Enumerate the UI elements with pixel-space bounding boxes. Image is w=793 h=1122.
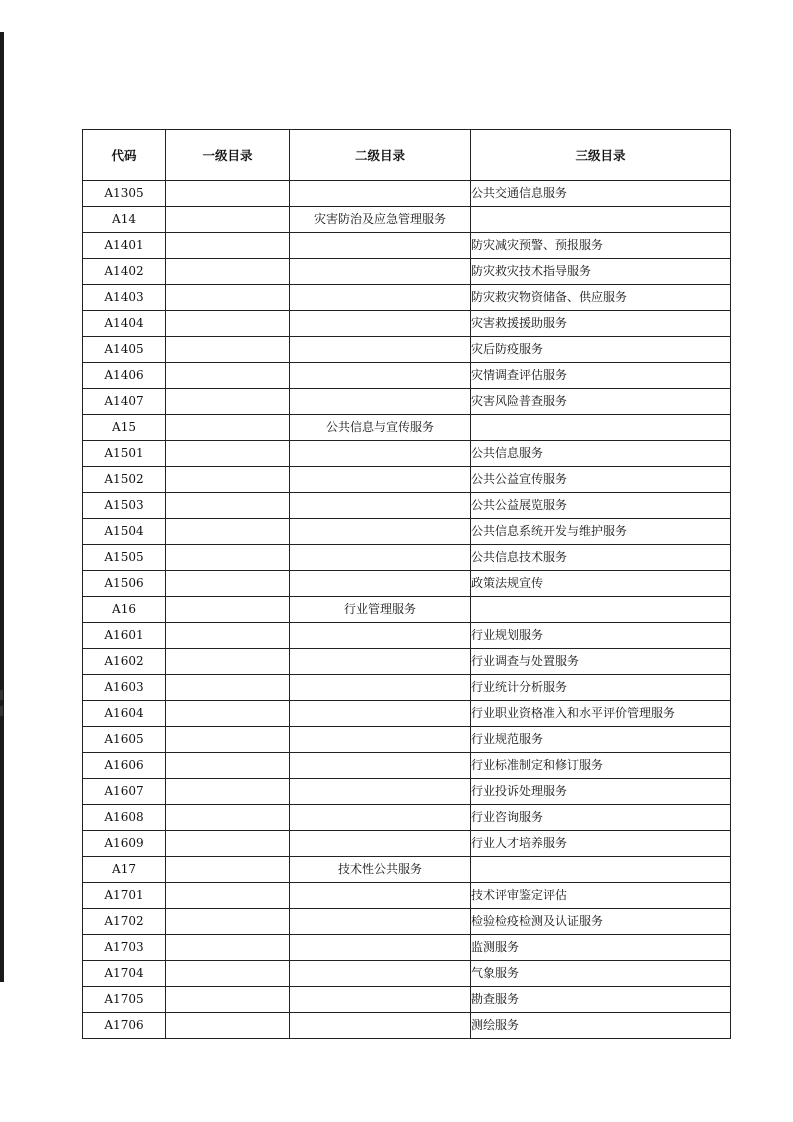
cell-code: A1506 [83, 571, 166, 597]
cell-code: A1603 [83, 675, 166, 701]
cell-level1 [166, 441, 290, 467]
cell-level1 [166, 883, 290, 909]
service-catalog-table [82, 129, 731, 1039]
cell-level1 [166, 909, 290, 935]
cell-code: A1503 [83, 493, 166, 519]
header-level2: 二级目录 [290, 130, 471, 181]
cell-code: A1404 [83, 311, 166, 337]
cell-level2: 灾害防治及应急管理服务 [290, 207, 471, 233]
table-row [83, 727, 731, 753]
cell-level3: 公共信息技术服务 [471, 545, 731, 571]
cell-level3: 检验检疫检测及认证服务 [471, 909, 731, 935]
cell-code: A1602 [83, 649, 166, 675]
cell-level3: 公共公益宣传服务 [471, 467, 731, 493]
header-code: 代码 [83, 130, 166, 181]
cell-level3: 灾后防疫服务 [471, 337, 731, 363]
cell-level1 [166, 935, 290, 961]
cell-level1 [166, 701, 290, 727]
cell-level2 [290, 675, 471, 701]
cell-level1 [166, 311, 290, 337]
cell-level1 [166, 1013, 290, 1039]
cell-code: A16 [83, 597, 166, 623]
cell-code: A1701 [83, 883, 166, 909]
cell-level2 [290, 935, 471, 961]
table-row [83, 545, 731, 571]
cell-code: A1604 [83, 701, 166, 727]
header-row [83, 130, 731, 181]
cell-code: A1406 [83, 363, 166, 389]
cell-level3: 政策法规宣传 [471, 571, 731, 597]
cell-level1 [166, 805, 290, 831]
cell-level3: 测绘服务 [471, 1013, 731, 1039]
table-row [83, 337, 731, 363]
cell-level3: 监测服务 [471, 935, 731, 961]
cell-level2 [290, 467, 471, 493]
cell-level2 [290, 285, 471, 311]
cell-code: A1505 [83, 545, 166, 571]
cell-level2 [290, 1013, 471, 1039]
cell-level2 [290, 363, 471, 389]
table-row [83, 259, 731, 285]
cell-level3: 行业标准制定和修订服务 [471, 753, 731, 779]
cell-code: A1305 [83, 181, 166, 207]
table-row [83, 909, 731, 935]
cell-level2 [290, 389, 471, 415]
table-row [83, 961, 731, 987]
cell-code: A1705 [83, 987, 166, 1013]
cell-level2 [290, 831, 471, 857]
table-row [83, 831, 731, 857]
cell-code: A1606 [83, 753, 166, 779]
cell-level1 [166, 363, 290, 389]
cell-code: A1403 [83, 285, 166, 311]
table-row [83, 415, 731, 441]
cell-code: A1608 [83, 805, 166, 831]
header-level3: 三级目录 [471, 130, 731, 181]
cell-code: A17 [83, 857, 166, 883]
cell-code: A1401 [83, 233, 166, 259]
scan-edge-tick [0, 690, 3, 700]
cell-code: A1407 [83, 389, 166, 415]
cell-level1 [166, 259, 290, 285]
cell-level1 [166, 415, 290, 441]
cell-level1 [166, 753, 290, 779]
cell-level1 [166, 597, 290, 623]
cell-level2 [290, 311, 471, 337]
table-row [83, 805, 731, 831]
cell-level3: 行业职业资格准入和水平评价管理服务 [471, 701, 731, 727]
cell-level1 [166, 519, 290, 545]
cell-level3: 行业统计分析服务 [471, 675, 731, 701]
cell-level1 [166, 649, 290, 675]
cell-level2 [290, 883, 471, 909]
cell-level2: 公共信息与宣传服务 [290, 415, 471, 441]
table-row [83, 207, 731, 233]
table-row [83, 493, 731, 519]
cell-level3 [471, 207, 731, 233]
cell-code: A1605 [83, 727, 166, 753]
cell-level2 [290, 623, 471, 649]
cell-level3: 行业人才培养服务 [471, 831, 731, 857]
cell-level2 [290, 701, 471, 727]
cell-level3: 勘查服务 [471, 987, 731, 1013]
cell-level1 [166, 545, 290, 571]
cell-code: A1601 [83, 623, 166, 649]
cell-level1 [166, 831, 290, 857]
cell-code: A1704 [83, 961, 166, 987]
cell-level1 [166, 779, 290, 805]
cell-level3: 灾情调查评估服务 [471, 363, 731, 389]
table-row [83, 935, 731, 961]
cell-level3: 灾害救援援助服务 [471, 311, 731, 337]
cell-level1 [166, 207, 290, 233]
table-row [83, 675, 731, 701]
table-row [83, 597, 731, 623]
table-row [83, 701, 731, 727]
table-row [83, 623, 731, 649]
cell-level3 [471, 415, 731, 441]
cell-level1 [166, 571, 290, 597]
cell-level1 [166, 493, 290, 519]
cell-code: A1502 [83, 467, 166, 493]
cell-level3 [471, 597, 731, 623]
table-row [83, 467, 731, 493]
cell-level3: 防灾减灾预警、预报服务 [471, 233, 731, 259]
table-row [83, 753, 731, 779]
table-header [83, 130, 731, 181]
table-row [83, 389, 731, 415]
cell-code: A1501 [83, 441, 166, 467]
cell-level3: 公共信息服务 [471, 441, 731, 467]
cell-level3: 行业咨询服务 [471, 805, 731, 831]
cell-level1 [166, 467, 290, 493]
cell-level3: 技术评审鉴定评估 [471, 883, 731, 909]
cell-level3: 行业调查与处置服务 [471, 649, 731, 675]
cell-level1 [166, 337, 290, 363]
cell-level2 [290, 259, 471, 285]
table-row [83, 1013, 731, 1039]
table-row [83, 649, 731, 675]
cell-level1 [166, 285, 290, 311]
table-row [83, 519, 731, 545]
cell-level3: 行业规划服务 [471, 623, 731, 649]
cell-level3: 公共信息系统开发与维护服务 [471, 519, 731, 545]
cell-level2 [290, 441, 471, 467]
cell-code: A1402 [83, 259, 166, 285]
table-row [83, 441, 731, 467]
cell-level1 [166, 181, 290, 207]
header-level1: 一级目录 [166, 130, 290, 181]
table-row [83, 311, 731, 337]
cell-code: A1405 [83, 337, 166, 363]
cell-level3: 防灾救灾物资储备、供应服务 [471, 285, 731, 311]
cell-code: A1703 [83, 935, 166, 961]
scan-edge-tick [0, 706, 3, 716]
cell-level3: 公共公益展览服务 [471, 493, 731, 519]
cell-level1 [166, 623, 290, 649]
cell-level2 [290, 181, 471, 207]
cell-level2 [290, 753, 471, 779]
cell-level1 [166, 233, 290, 259]
cell-code: A1504 [83, 519, 166, 545]
cell-code: A1607 [83, 779, 166, 805]
cell-level3: 行业投诉处理服务 [471, 779, 731, 805]
table-row [83, 181, 731, 207]
cell-level2 [290, 727, 471, 753]
cell-level1 [166, 389, 290, 415]
cell-level3: 灾害风险普查服务 [471, 389, 731, 415]
cell-level1 [166, 675, 290, 701]
cell-level2 [290, 337, 471, 363]
table-body [83, 181, 731, 1039]
cell-level1 [166, 727, 290, 753]
cell-level2 [290, 519, 471, 545]
cell-level2 [290, 805, 471, 831]
cell-level2 [290, 545, 471, 571]
scan-edge-mark [0, 32, 4, 982]
cell-code: A15 [83, 415, 166, 441]
cell-level1 [166, 987, 290, 1013]
table-row [83, 363, 731, 389]
cell-code: A14 [83, 207, 166, 233]
table-row [83, 987, 731, 1013]
cell-level3: 行业规范服务 [471, 727, 731, 753]
cell-code: A1702 [83, 909, 166, 935]
cell-level3: 防灾救灾技术指导服务 [471, 259, 731, 285]
table-row [83, 571, 731, 597]
table-row [83, 233, 731, 259]
cell-level2 [290, 779, 471, 805]
table-row [83, 285, 731, 311]
cell-level3: 公共交通信息服务 [471, 181, 731, 207]
cell-level2 [290, 649, 471, 675]
table-row [83, 883, 731, 909]
cell-level2 [290, 961, 471, 987]
cell-code: A1609 [83, 831, 166, 857]
cell-level2 [290, 571, 471, 597]
cell-level3: 气象服务 [471, 961, 731, 987]
cell-level3 [471, 857, 731, 883]
cell-level1 [166, 857, 290, 883]
cell-level2: 技术性公共服务 [290, 857, 471, 883]
cell-code: A1706 [83, 1013, 166, 1039]
cell-level2: 行业管理服务 [290, 597, 471, 623]
cell-level2 [290, 493, 471, 519]
cell-level2 [290, 909, 471, 935]
cell-level1 [166, 961, 290, 987]
cell-level2 [290, 233, 471, 259]
table-row [83, 779, 731, 805]
cell-level2 [290, 987, 471, 1013]
table-row [83, 857, 731, 883]
